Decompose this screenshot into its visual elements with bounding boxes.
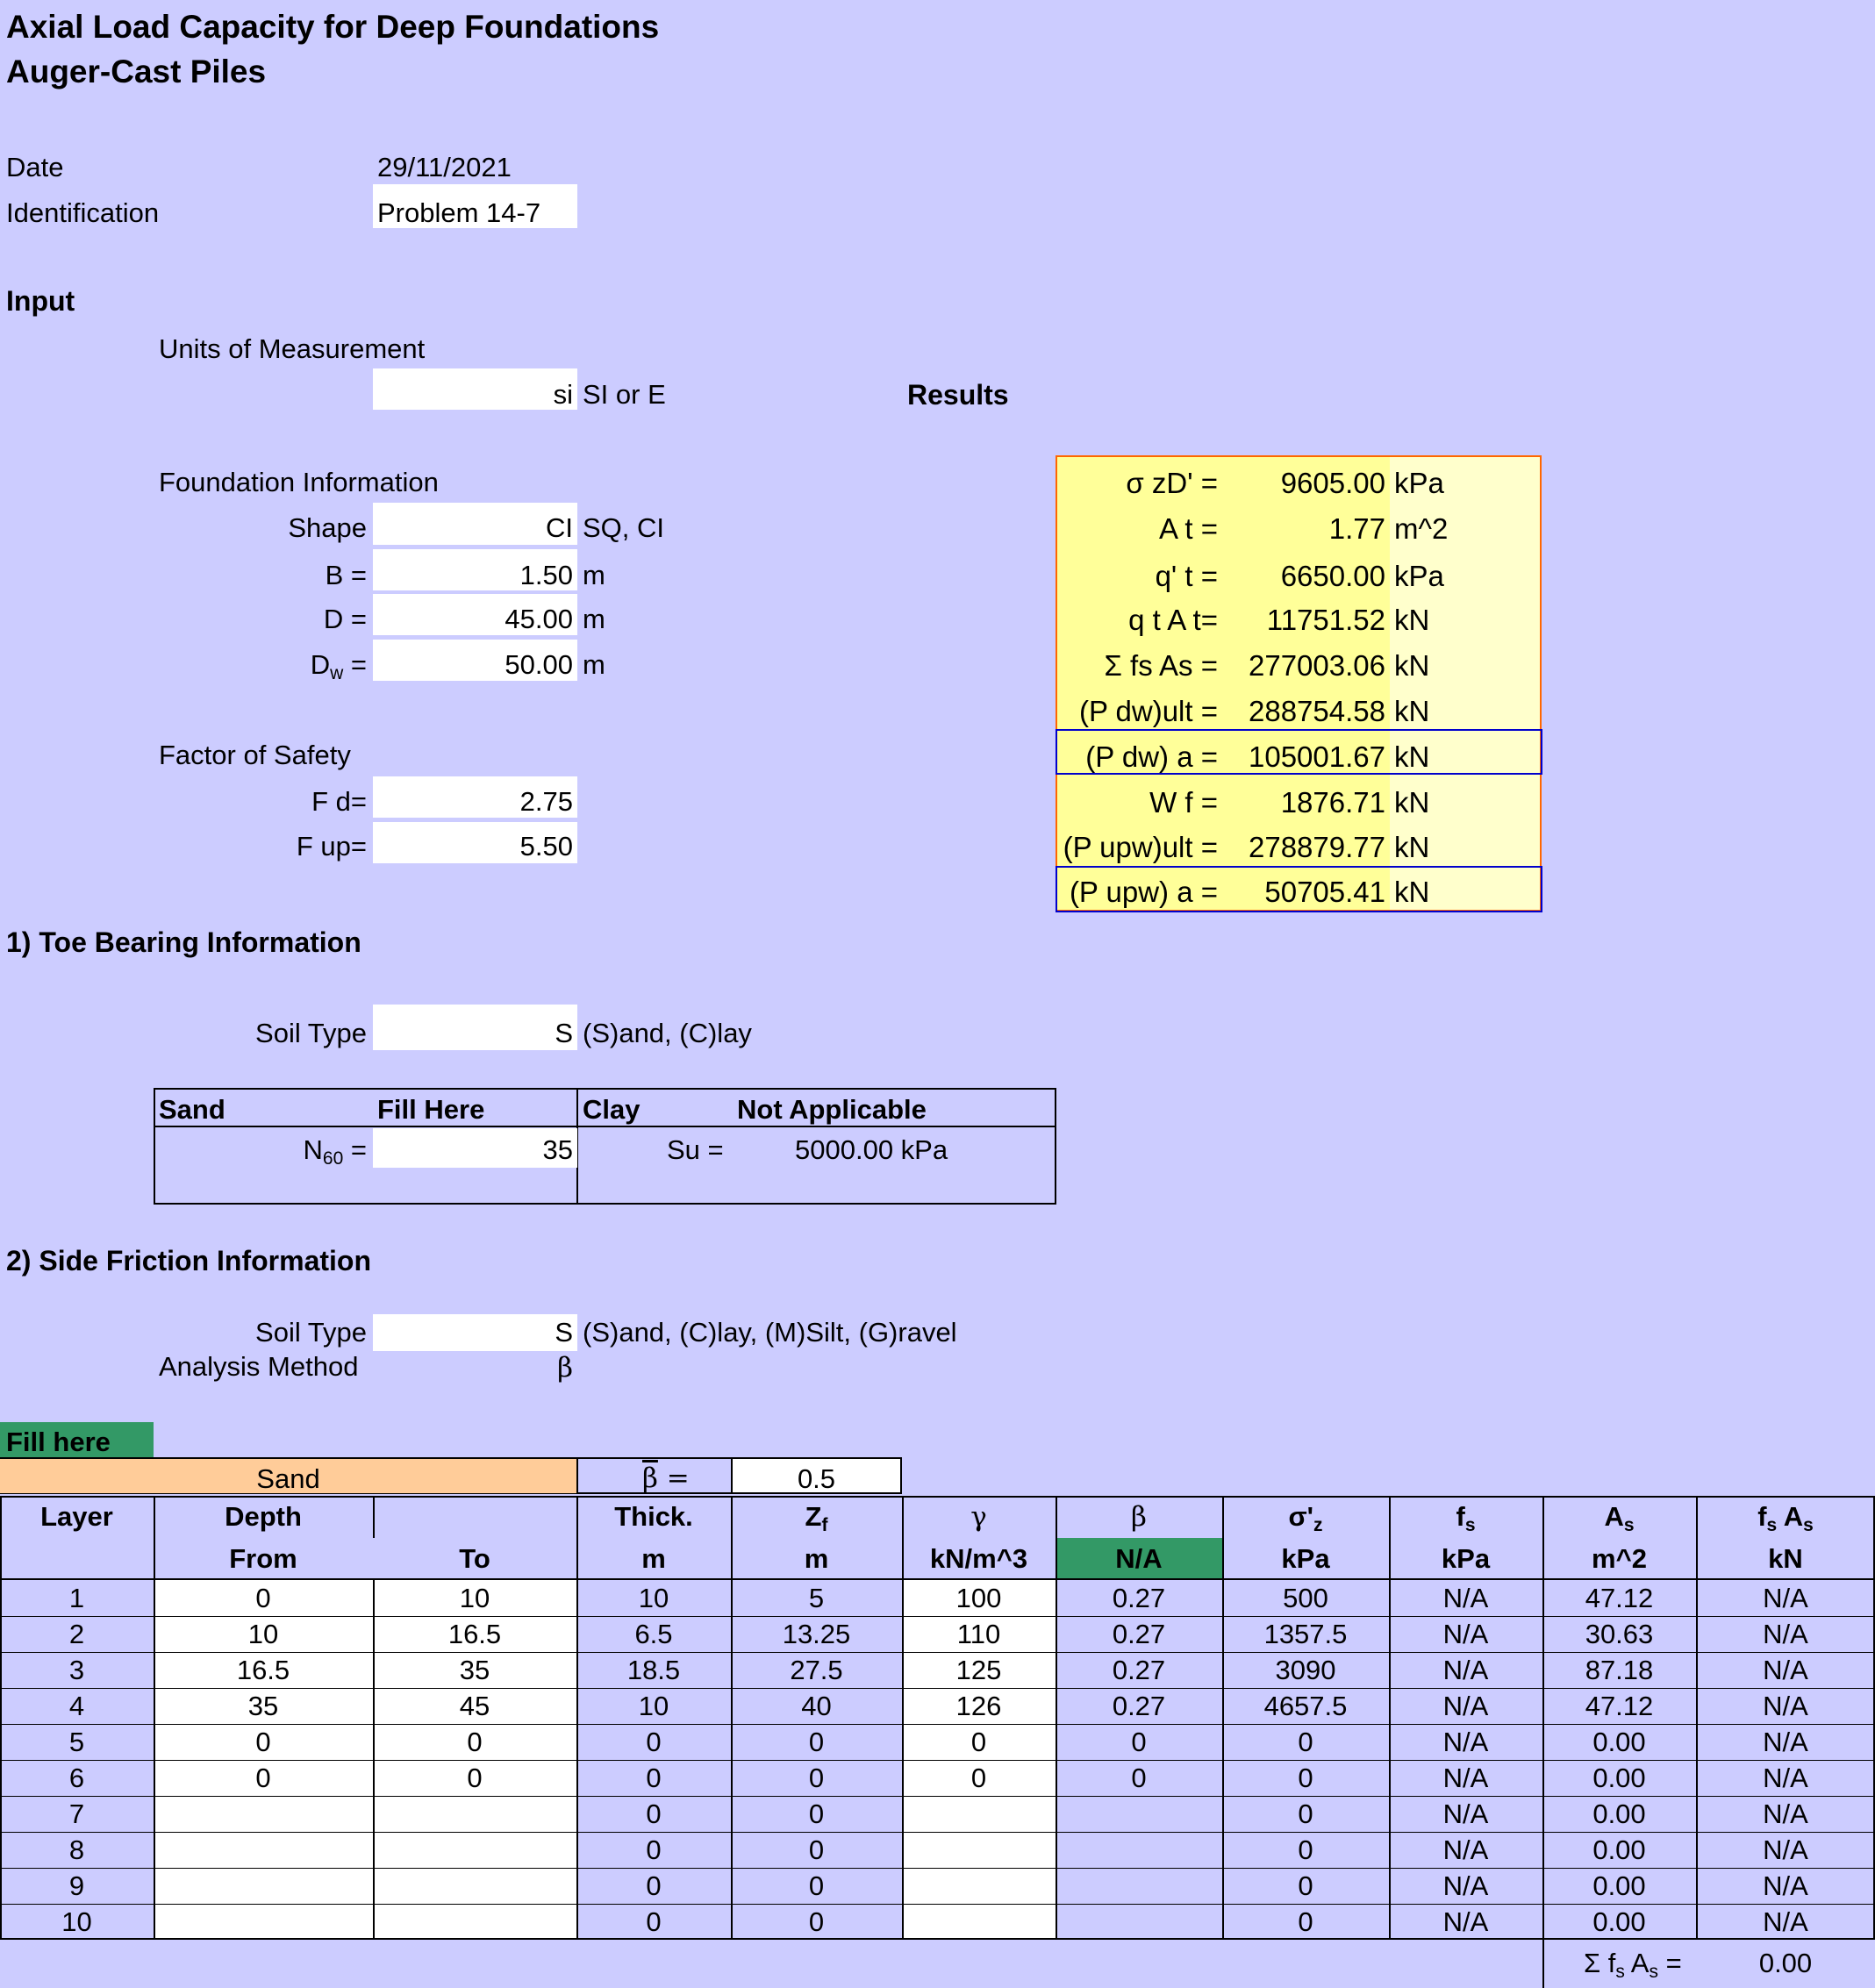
fd-value: 2.75 (519, 786, 573, 817)
clay-label: Clay (583, 1094, 641, 1125)
table-cell[interactable] (373, 1868, 576, 1904)
table-cell[interactable]: 0 (467, 1763, 483, 1793)
dw-unit: m (583, 649, 605, 680)
sum-label: Σ $f_s$ $A_s$ = (1584, 1948, 1682, 1982)
table-cell: N/A (1442, 1691, 1489, 1721)
table-cell: N/A (1442, 1655, 1489, 1685)
column-header: m (641, 1543, 666, 1574)
table-cell: 10 (61, 1906, 92, 1937)
table-cell: 1 (68, 1583, 85, 1613)
result-unit: kN (1394, 740, 1430, 773)
table-cell[interactable] (154, 1832, 373, 1868)
table-cell[interactable]: 10 (247, 1619, 279, 1649)
result-value: 6650.00 (1280, 560, 1385, 592)
table-cell (1056, 1868, 1222, 1904)
table-cell: N/A (1442, 1906, 1489, 1937)
table-cell (1056, 1904, 1222, 1940)
column-header: $A_s$ (1604, 1501, 1635, 1535)
table-cell: 18.5 (626, 1655, 681, 1685)
column-header: m^2 (1592, 1543, 1647, 1574)
table-cell: 13.25 (782, 1619, 851, 1649)
table-cell: 0 (1131, 1727, 1147, 1757)
table-cell: 0 (1298, 1906, 1313, 1937)
column-header: kPa (1281, 1543, 1330, 1574)
column-header: Depth (225, 1501, 302, 1532)
table-cell: 4657.5 (1263, 1691, 1348, 1721)
table-cell: N/A (1763, 1834, 1808, 1865)
result-unit: kN (1394, 831, 1430, 863)
column-header (0, 1538, 154, 1580)
table-cell[interactable] (373, 1832, 576, 1868)
dw-value: 50.00 (505, 649, 573, 680)
column-header: $\sigma'_z$ (1288, 1501, 1323, 1535)
d-label: D = (323, 604, 367, 634)
table-cell: 0.27 (1112, 1691, 1166, 1721)
table-cell[interactable] (902, 1904, 1056, 1940)
result-label: (P upw)ult = (1063, 831, 1218, 863)
table-cell: 0 (1298, 1834, 1313, 1865)
shape-value: CI (546, 512, 573, 543)
column-header: kN (1768, 1543, 1803, 1574)
foundation-heading: Foundation Information (159, 467, 439, 497)
result-label: W f = (1149, 786, 1218, 819)
column-header: γ (970, 1501, 987, 1533)
table-cell[interactable] (902, 1832, 1056, 1868)
column-header: β (1131, 1501, 1147, 1533)
table-cell[interactable]: 0 (970, 1763, 987, 1793)
table-cell: 3090 (1275, 1655, 1336, 1685)
table-cell: 0 (1298, 1870, 1313, 1901)
side-friction-heading: 2) Side Friction Information (6, 1245, 372, 1276)
column-header (373, 1496, 576, 1538)
beta-bar-value: 0.5 (797, 1463, 836, 1494)
table-cell[interactable] (902, 1796, 1056, 1832)
not-applicable-label: Not Applicable (737, 1094, 927, 1125)
d-value: 45.00 (505, 604, 573, 634)
result-label: (P upw) a = (1069, 876, 1218, 908)
table-cell: N/A (1442, 1870, 1489, 1901)
table-cell: 27.5 (790, 1655, 843, 1685)
table-cell: 0 (808, 1727, 825, 1757)
table-cell: N/A (1442, 1619, 1489, 1649)
input-heading: Input (6, 285, 75, 317)
table-cell[interactable]: 45 (459, 1691, 490, 1721)
table-cell: N/A (1763, 1906, 1808, 1937)
table-cell: 2 (68, 1619, 85, 1649)
table-cell: 0 (1298, 1763, 1313, 1793)
table-cell: 0 (808, 1834, 825, 1865)
table-cell: N/A (1763, 1870, 1808, 1901)
analysis-method-label: Analysis Method (159, 1351, 359, 1382)
identification-value: Problem 14-7 (377, 197, 541, 228)
table-cell: N/A (1763, 1655, 1808, 1685)
su-label: Su = (667, 1134, 724, 1165)
table-cell: 0.00 (1592, 1727, 1646, 1757)
beta-bar-label: $\overline{\beta}$ = (642, 1462, 690, 1494)
column-header: From (229, 1543, 297, 1574)
table-cell[interactable]: 0 (255, 1763, 271, 1793)
table-cell: 0 (646, 1763, 662, 1793)
table-cell: N/A (1763, 1583, 1808, 1613)
table-cell: 7 (68, 1798, 85, 1829)
result-value: 1.77 (1328, 512, 1385, 545)
page-title: Axial Load Capacity for Deep Foundations (6, 9, 660, 45)
date-value[interactable]: 29/11/2021 (377, 152, 512, 182)
table-cell: 0 (808, 1798, 825, 1829)
table-cell[interactable] (373, 1904, 576, 1940)
dw-label: $D_w$ = (310, 649, 367, 683)
table-cell[interactable]: 0 (255, 1727, 271, 1757)
column-header: Thick. (614, 1501, 693, 1532)
toe-soil-label: Soil Type (255, 1018, 367, 1048)
table-cell[interactable]: 100 (955, 1583, 1002, 1613)
table-cell: 40 (801, 1691, 832, 1721)
column-header: $f_s$ $A_s$ (1757, 1501, 1814, 1535)
table-cell: 0.27 (1112, 1655, 1166, 1685)
fos-heading: Factor of Safety (159, 740, 351, 770)
units-value: si (553, 379, 573, 410)
result-label: σ zD' = (1126, 467, 1218, 499)
table-cell[interactable]: 35 (247, 1691, 279, 1721)
table-cell: 9 (68, 1870, 85, 1901)
table-cell: N/A (1763, 1798, 1808, 1829)
table-cell: 47.12 (1585, 1691, 1654, 1721)
toe-soil-hint: (S)and, (C)lay (583, 1018, 752, 1048)
result-label: q t A t= (1128, 604, 1218, 636)
table-cell: 500 (1283, 1583, 1328, 1613)
table-cell: 0.00 (1592, 1834, 1646, 1865)
table-cell: N/A (1442, 1763, 1489, 1793)
table-cell: N/A (1442, 1727, 1489, 1757)
b-unit: m (583, 560, 605, 590)
table-cell: 3 (68, 1655, 85, 1685)
side-soil-hint: (S)and, (C)lay, (M)Silt, (G)ravel (583, 1317, 957, 1348)
result-label: (P dw) a = (1085, 740, 1218, 773)
table-cell[interactable]: 35 (459, 1655, 490, 1685)
result-unit: kN (1394, 786, 1430, 819)
column-header: m (804, 1543, 829, 1574)
table-cell[interactable]: 110 (956, 1619, 1001, 1649)
table-cell: 5 (808, 1583, 825, 1613)
result-unit: kN (1394, 876, 1430, 908)
side-soil-label: Soil Type (255, 1317, 367, 1348)
table-cell[interactable]: 0 (255, 1583, 271, 1613)
table-cell: 0 (646, 1834, 662, 1865)
table-cell[interactable]: 16.5 (447, 1619, 502, 1649)
sand-label: Sand (159, 1094, 225, 1125)
table-cell: 10 (638, 1691, 669, 1721)
toe-bearing-heading: 1) Toe Bearing Information (6, 926, 361, 958)
divider (154, 1126, 1056, 1127)
n60-label: $N_{60}$ = (303, 1134, 367, 1169)
table-cell[interactable]: 126 (955, 1691, 1002, 1721)
units-hint: SI or E (583, 379, 666, 410)
result-label: A t = (1159, 512, 1218, 545)
column-header: $Z_f$ (805, 1501, 828, 1535)
table-cell: 0 (1298, 1798, 1313, 1829)
table-cell: N/A (1442, 1834, 1489, 1865)
table-cell[interactable]: 125 (955, 1655, 1002, 1685)
table-cell[interactable]: 0 (467, 1727, 483, 1757)
table-cell: 0 (1131, 1763, 1147, 1793)
table-cell: 6 (68, 1763, 85, 1793)
identification-label: Identification (6, 197, 160, 228)
table-cell[interactable]: 0 (970, 1727, 987, 1757)
table-cell: 1357.5 (1263, 1619, 1348, 1649)
table-cell[interactable] (373, 1796, 576, 1832)
sum-value: 0.00 (1758, 1948, 1813, 1978)
result-unit: kPa (1394, 560, 1444, 592)
analysis-method-value: β (557, 1352, 573, 1384)
table-cell: N/A (1442, 1798, 1489, 1829)
table-cell[interactable] (902, 1868, 1056, 1904)
shape-label: Shape (288, 512, 367, 543)
result-value: 11751.52 (1266, 604, 1385, 636)
result-label: Σ fs As = (1104, 649, 1218, 682)
table-cell: 0 (808, 1906, 825, 1937)
table-cell: 6.5 (634, 1619, 673, 1649)
table-cell: 0 (1298, 1727, 1313, 1757)
result-unit: kPa (1394, 467, 1444, 499)
fd-label: F d= (311, 786, 367, 817)
toe-soil-value: S (555, 1018, 573, 1048)
d-unit: m (583, 604, 605, 634)
b-value: 1.50 (519, 560, 573, 590)
table-cell: 0 (646, 1727, 662, 1757)
table-cell: 8 (68, 1834, 85, 1865)
table-cell: N/A (1442, 1583, 1489, 1613)
table-cell: 0 (646, 1906, 662, 1937)
table-cell: 87.18 (1585, 1655, 1654, 1685)
sand-bar-label: Sand (256, 1463, 320, 1494)
result-value: 277003.06 (1249, 649, 1385, 682)
result-unit: kN (1394, 649, 1430, 682)
column-header: $f_s$ (1456, 1501, 1476, 1535)
result-label: q' t = (1155, 560, 1218, 592)
result-value: 105001.67 (1249, 740, 1385, 773)
units-label: Units of Measurement (159, 333, 426, 364)
column-header: To (459, 1543, 490, 1574)
table-cell[interactable] (154, 1868, 373, 1904)
result-value: 288754.58 (1249, 695, 1385, 727)
table-cell: N/A (1763, 1727, 1808, 1757)
table-cell: 0.27 (1112, 1619, 1166, 1649)
side-soil-value: S (555, 1317, 573, 1348)
result-value: 9605.00 (1280, 467, 1385, 499)
table-cell[interactable]: 16.5 (236, 1655, 290, 1685)
results-heading: Results (907, 379, 1009, 411)
result-unit: m^2 (1394, 512, 1449, 545)
date-label: Date (6, 152, 64, 182)
result-unit: kN (1394, 695, 1430, 727)
fup-label: F up= (296, 831, 367, 862)
table-cell: 5 (68, 1727, 85, 1757)
table-cell: 0 (808, 1763, 825, 1793)
result-value: 278879.77 (1249, 831, 1385, 863)
result-unit: kN (1394, 604, 1430, 636)
divider (1542, 1940, 1544, 1988)
su-value: 5000.00 kPa (795, 1134, 948, 1165)
shape-hint: SQ, CI (583, 512, 665, 543)
table-cell[interactable]: 10 (459, 1583, 490, 1613)
table-cell[interactable] (154, 1904, 373, 1940)
table-cell: 0 (646, 1870, 662, 1901)
fup-value: 5.50 (519, 831, 573, 862)
table-cell: 0 (808, 1870, 825, 1901)
table-cell: N/A (1763, 1763, 1808, 1793)
table-cell: 47.12 (1585, 1583, 1654, 1613)
page-subtitle: Auger-Cast Piles (6, 54, 267, 89)
column-header: N/A (1115, 1543, 1163, 1574)
table-cell (1056, 1832, 1222, 1868)
column-header: kPa (1441, 1543, 1491, 1574)
table-cell: 0.00 (1592, 1798, 1646, 1829)
table-cell: 10 (638, 1583, 669, 1613)
result-value: 1876.71 (1280, 786, 1385, 819)
table-cell: 4 (68, 1691, 85, 1721)
table-cell[interactable] (154, 1796, 373, 1832)
table-cell: 0.27 (1112, 1583, 1166, 1613)
fill-here-text: Fill here (6, 1427, 111, 1457)
table-cell: 0.00 (1592, 1763, 1646, 1793)
table-cell: 30.63 (1585, 1619, 1654, 1649)
table-cell (1056, 1796, 1222, 1832)
fill-here-label: Fill Here (377, 1094, 485, 1125)
n60-value: 35 (542, 1134, 573, 1165)
b-label: B = (325, 560, 367, 590)
table-cell: N/A (1763, 1619, 1808, 1649)
table-cell: 0.00 (1592, 1870, 1646, 1901)
column-header: Layer (40, 1501, 113, 1532)
result-label: (P dw)ult = (1078, 695, 1218, 727)
column-header: kN/m^3 (929, 1543, 1028, 1574)
result-value: 50705.41 (1264, 876, 1385, 908)
table-cell: 0 (646, 1798, 662, 1829)
table-cell: N/A (1763, 1691, 1808, 1721)
table-cell: 0.00 (1592, 1906, 1646, 1937)
